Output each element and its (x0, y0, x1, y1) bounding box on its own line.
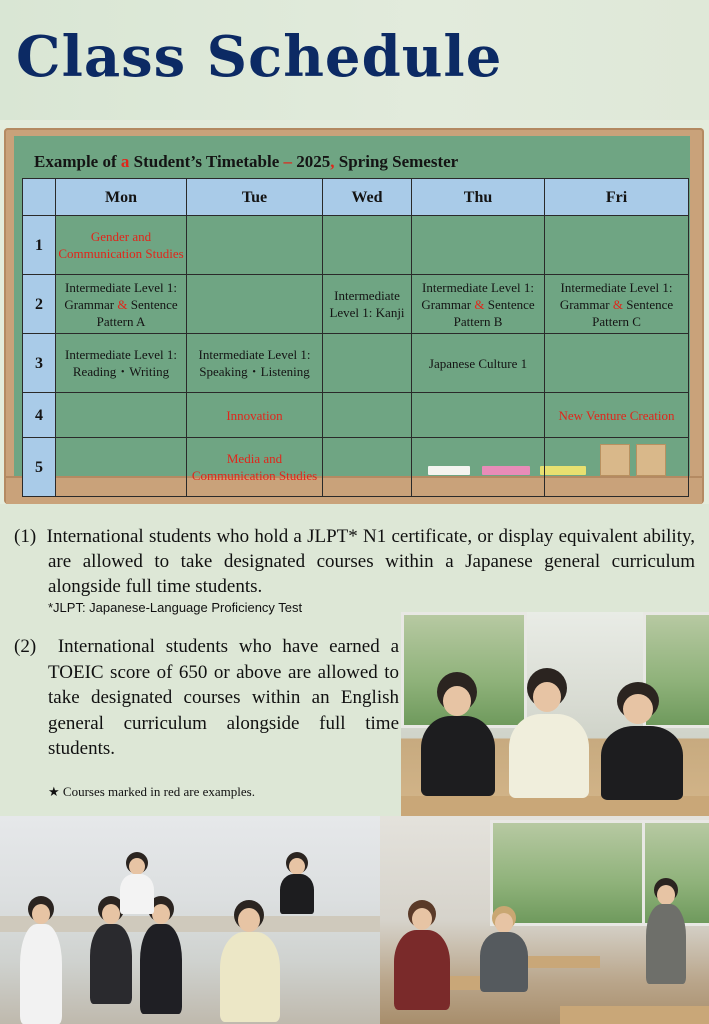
empty-cell (187, 216, 323, 275)
empty-cell (323, 438, 412, 497)
course-kanji: Intermediate Level 1: Kanji (323, 275, 412, 334)
empty-cell (412, 216, 545, 275)
timetable (22, 178, 689, 497)
course-gender-communication: Gender and Communication Studies (56, 216, 187, 275)
course-japanese-culture: Japanese Culture 1 (412, 334, 545, 393)
empty-cell (56, 393, 187, 438)
table-row (23, 438, 689, 497)
day-wed: Wed (323, 179, 412, 216)
empty-cell (545, 438, 689, 497)
note-2-text: International students who have earned a TOEIC score of 650 or above are allowed to take designated courses within an English general curriculum alongside full time students. (48, 636, 399, 759)
day-mon: Mon (56, 179, 187, 216)
table-row (23, 334, 689, 393)
course-media-communication: Media and Communication Studies (187, 438, 323, 497)
timetable-title: Example of a Student’s Timetable – 2025, Spring Semester (34, 152, 459, 171)
table-row (23, 216, 689, 275)
day-thu: Thu (412, 179, 545, 216)
empty-cell (412, 438, 545, 497)
empty-cell (323, 216, 412, 275)
course-grammar-b: Intermediate Level 1: Grammar & Sentence Pattern B (412, 275, 545, 334)
note-toeic (14, 634, 399, 762)
empty-cell (323, 334, 412, 393)
course-innovation: Innovation (187, 393, 323, 438)
note-2-label: (2) (14, 636, 37, 657)
period-1: 1 (23, 216, 56, 275)
jlpt-footnote: *JLPT: Japanese-Language Proficiency Test (48, 600, 303, 615)
empty-cell (545, 334, 689, 393)
empty-cell (323, 393, 412, 438)
course-speaking-listening: Intermediate Level 1: Speaking・Listening (187, 334, 323, 393)
day-tue: Tue (187, 179, 323, 216)
empty-cell (187, 275, 323, 334)
desk (560, 1006, 709, 1024)
photo-students-with-books (401, 612, 709, 816)
table-row (23, 393, 689, 438)
note-1-text: International students who hold a JLPT* N1 certificate, or display equivalent ability, are allowed to take designated courses within a Japanese general curriculum alongside full time students. (46, 526, 696, 597)
period-3: 3 (23, 334, 56, 393)
star-icon: ★ (48, 784, 60, 799)
period-5: 5 (23, 438, 56, 497)
course-reading-writing: Intermediate Level 1: Reading・Writing (56, 334, 187, 393)
corner-cell (23, 179, 56, 216)
desk (0, 916, 380, 932)
empty-cell (56, 438, 187, 497)
day-fri: Fri (545, 179, 689, 216)
course-grammar-a: Intermediate Level 1: Grammar & Sentence Pattern A (56, 275, 187, 334)
period-4: 4 (23, 393, 56, 438)
photo-group-class (0, 816, 380, 1024)
empty-cell (545, 216, 689, 275)
timetable-header-row (23, 179, 689, 216)
note-jlpt (14, 524, 695, 599)
table-row (23, 275, 689, 334)
note-1-label: (1) (14, 526, 37, 547)
photo-classroom (380, 816, 709, 1024)
course-grammar-c: Intermediate Level 1: Grammar & Sentence Pattern C (545, 275, 689, 334)
red-courses-note: ★ Courses marked in red are examples. (48, 784, 255, 799)
course-new-venture: New Venture Creation (545, 393, 689, 438)
page-title: Class Schedule (16, 24, 503, 90)
period-2: 2 (23, 275, 56, 334)
empty-cell (412, 393, 545, 438)
